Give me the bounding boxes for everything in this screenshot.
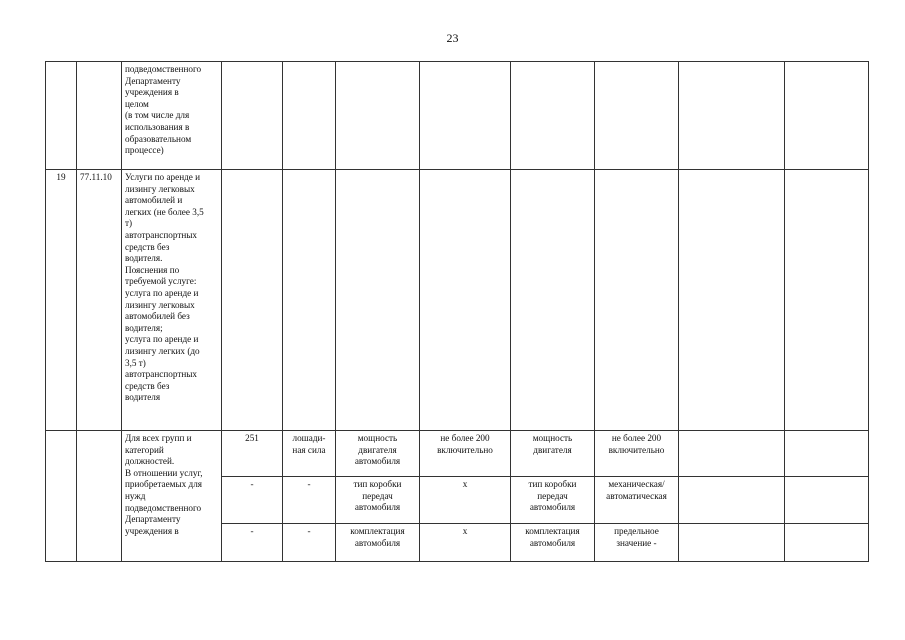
cell-empty	[420, 62, 511, 170]
cell-unit-code: -	[222, 477, 283, 524]
cell-unit-code: -	[222, 524, 283, 562]
cell-characteristic-2: комплектация автомобиля	[511, 524, 595, 562]
cell-code	[77, 62, 122, 170]
cell-empty	[785, 431, 869, 477]
cell-empty	[595, 170, 679, 431]
cell-empty	[679, 524, 785, 562]
cell-unit: лошади- ная сила	[283, 431, 336, 477]
cell-unit-code: 251	[222, 431, 283, 477]
cell-empty	[222, 62, 283, 170]
cell-characteristic: мощность двигателя автомобиля	[336, 431, 420, 477]
cell-num	[46, 62, 77, 170]
page-number: 23	[446, 31, 459, 45]
cell-empty	[595, 62, 679, 170]
cell-name: подведомственного Департаменту учреждения в целом (в том числе для использования в образовательном процессе)	[122, 62, 222, 170]
cell-empty	[679, 62, 785, 170]
cell-empty	[785, 170, 869, 431]
cell-value: не более 200 включительно	[420, 431, 511, 477]
cell-category: Для всех групп и категорий должностей. В отношении услуг, приобретаемых для нужд подведомственного Департаменту учреждения в	[122, 431, 222, 562]
cell-code	[77, 431, 122, 562]
cell-empty	[679, 477, 785, 524]
cell-empty	[420, 170, 511, 431]
cell-empty	[679, 431, 785, 477]
cell-value-2: предельное значение -	[595, 524, 679, 562]
cell-num	[46, 431, 77, 562]
cell-value-2: не более 200 включительно	[595, 431, 679, 477]
cell-empty	[336, 62, 420, 170]
cell-value: x	[420, 524, 511, 562]
cell-code: 77.11.10	[77, 170, 122, 431]
cell-unit: -	[283, 477, 336, 524]
cell-empty	[785, 524, 869, 562]
cell-num: 19	[46, 170, 77, 431]
cell-empty	[336, 170, 420, 431]
table-row-19	[46, 170, 869, 431]
cell-empty	[785, 477, 869, 524]
cell-empty	[283, 170, 336, 431]
requirements-table	[45, 61, 869, 562]
cell-value-2: механическая/ автоматическая	[595, 477, 679, 524]
table-row-sub-1	[46, 431, 869, 477]
cell-characteristic-2: мощность двигателя	[511, 431, 595, 477]
cell-value: x	[420, 477, 511, 524]
cell-name: Услуги по аренде и лизингу легковых автомобилей и легких (не более 3,5 т) автотранспортных средств без водителя. Пояснения по требуемой услуге: услуга по аренде и лизингу легковых автомобилей без водителя; услуга по аренде и лизингу легких (до 3,5 т) автотранспортных средств без водителя	[122, 170, 222, 431]
cell-characteristic: тип коробки передач автомобиля	[336, 477, 420, 524]
table-row-continued	[46, 62, 869, 170]
cell-empty	[511, 62, 595, 170]
cell-empty	[785, 62, 869, 170]
cell-empty	[511, 170, 595, 431]
cell-unit: -	[283, 524, 336, 562]
cell-characteristic-2: тип коробки передач автомобиля	[511, 477, 595, 524]
cell-empty	[283, 62, 336, 170]
cell-empty	[222, 170, 283, 431]
cell-empty	[679, 170, 785, 431]
cell-characteristic: комплектация автомобиля	[336, 524, 420, 562]
